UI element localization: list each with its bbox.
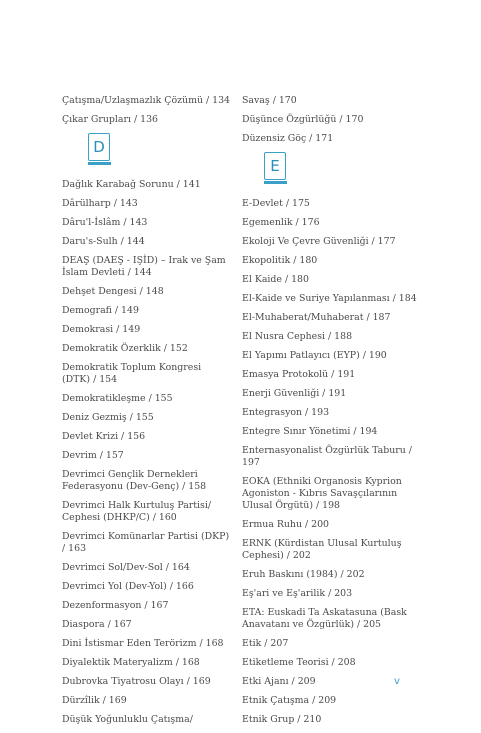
index-entry: Devrimci Halk Kurtuluş Partisi/ Cephesi (DHKP/C) / 160	[62, 500, 212, 523]
index-entry: Etik / 207	[242, 638, 289, 649]
index-entry: El-Muhaberat/Muhaberat / 187	[242, 312, 391, 323]
index-entry: Dârülharp / 143	[62, 198, 138, 209]
section-letter-badge-e: E	[264, 152, 286, 180]
index-entry: Enerji Güvenliği / 191	[242, 388, 347, 399]
index-entry: Dâru'l-İslâm / 143	[62, 217, 148, 228]
index-entry: Demografi / 149	[62, 305, 139, 316]
index-entry: Demokrasi / 149	[62, 324, 141, 335]
index-entry: Emasya Protokolü / 191	[242, 369, 356, 380]
index-entry: Entegre Sınır Yönetimi / 194	[242, 426, 378, 437]
section-e-entries	[242, 198, 422, 726]
index-entry: El Nusra Cephesi / 188	[242, 331, 353, 342]
index-entry: Etnik Çatışma / 209	[242, 695, 337, 706]
index-entry: Etnik Grup / 210	[242, 714, 322, 725]
index-entry: Devrimci Yol (Dev-Yol) / 166	[62, 581, 194, 592]
index-entry: Dehşet Dengesi / 148	[62, 286, 164, 297]
index-entry: Devrimci Komünarlar Partisi (DKP) / 163	[62, 531, 230, 554]
index-entry: Çıkar Grupları / 136	[62, 114, 158, 125]
index-entry: ETA: Euskadi Ta Askatasuna (Bask Anavatanı ve Özgürlük) / 205	[242, 607, 407, 630]
index-entry: Eruh Baskını (1984) / 202	[242, 569, 365, 580]
section-e-header	[242, 152, 422, 192]
index-entry: Deniz Gezmiş / 155	[62, 412, 154, 423]
index-entry: Dağlık Karabağ Sorunu / 141	[62, 179, 201, 190]
index-entry: Enternasyonalist Özgürlük Taburu / 197	[242, 445, 412, 468]
section-d-entries	[62, 179, 232, 726]
index-entry: El Kaide / 180	[242, 274, 309, 285]
index-entry: Devrimci Gençlik Dernekleri Federasyonu (Dev-Genç) / 158	[62, 469, 207, 492]
index-entry: Dezenformasyon / 167	[62, 600, 169, 611]
index-entry: Demokratikleşme / 155	[62, 393, 173, 404]
index-entry: Dürzîlik / 169	[62, 695, 127, 706]
section-d-header	[62, 133, 232, 173]
index-entry: Devrimci Sol/Dev-Sol / 164	[62, 562, 190, 573]
index-entry: Demokratik Özerklik / 152	[62, 343, 188, 354]
index-entry: Devlet Krizi / 156	[62, 431, 146, 442]
left-top-entries	[62, 95, 232, 126]
index-entry: E-Devlet / 175	[242, 198, 310, 209]
index-entry: Dini İstismar Eden Terörizm / 168	[62, 638, 224, 649]
right-top-entries	[242, 95, 422, 145]
index-entry: Daru's-Sulh / 144	[62, 236, 145, 247]
index-entry: EOKA (Ethniki Organosis Kyprion Agoniston - Kıbrıs Savaşçılarının Ulusal Örgütü) / 198	[242, 476, 402, 511]
index-entry: Çatışma/Uzlaşmazlık Çözümü / 134	[62, 95, 231, 106]
index-entry: Etki Ajanı / 209	[242, 676, 316, 687]
index-entry: Ekopolitik / 180	[242, 255, 318, 266]
index-entry: Diaspora / 167	[62, 619, 132, 630]
index-entry: Savaş / 170	[242, 95, 297, 106]
index-entry: Dubrovka Tiyatrosu Olayı / 169	[62, 676, 211, 687]
index-entry: El Yapımı Patlayıcı (EYP) / 190	[242, 350, 387, 361]
index-entry: Ekoloji Ve Çevre Güvenliği / 177	[242, 236, 396, 247]
index-column-right	[242, 95, 422, 733]
index-entry: El-Kaide ve Suriye Yapılanması / 184	[242, 293, 417, 304]
index-entry: Entegrasyon / 193	[242, 407, 330, 418]
index-entry: Ermua Ruhu / 200	[242, 519, 330, 530]
section-letter-badge-d: D	[88, 133, 110, 161]
index-entry: Düzensiz Göç / 171	[242, 133, 334, 144]
index-entry: Eş'ari ve Eş'arilik / 203	[242, 588, 353, 599]
index-entry: Düşünce Özgürlüğü / 170	[242, 114, 364, 125]
index-entry: Etiketleme Teorisi / 208	[242, 657, 356, 668]
page-number: v	[394, 676, 400, 687]
index-entry: Devrim / 157	[62, 450, 124, 461]
index-entry: Demokratik Toplum Kongresi (DTK) / 154	[62, 362, 202, 385]
index-entry: Düşük Yoğunluklu Çatışma/	[62, 714, 193, 725]
index-entry: ERNK (Kürdistan Ulusal Kurtuluş Cephesi) / 202	[242, 538, 402, 561]
index-entry: Diyalektik Materyalizm / 168	[62, 657, 200, 668]
index-entry: Egemenlik / 176	[242, 217, 320, 228]
index-entry: DEAŞ (DAEŞ - IŞİD) – Irak ve Şam İslam Devleti / 144	[62, 255, 226, 278]
index-column-left	[62, 95, 232, 733]
